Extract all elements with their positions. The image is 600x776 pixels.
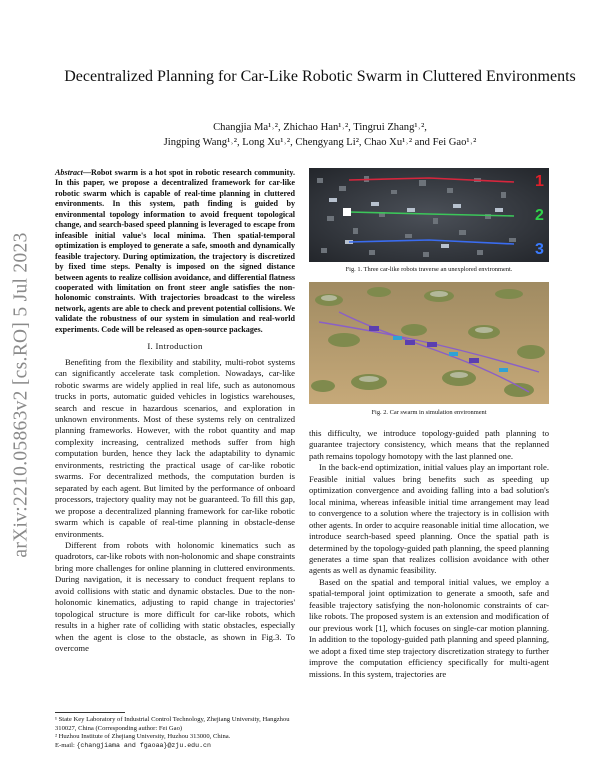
fig1-label-1: 1: [535, 173, 544, 190]
footnote-divider: [55, 712, 125, 713]
author-line-1: Changjia Ma¹˒², Zhichao Han¹˒², Tingrui Zhang¹˒²,: [213, 122, 427, 133]
arxiv-id: arXiv:2210.05863v2 [cs.RO] 5 Jul 2023: [11, 232, 32, 558]
footnote-email-line: [55, 742, 295, 751]
footnotes: [55, 712, 295, 750]
right-column: [309, 428, 549, 680]
abstract: [55, 168, 295, 335]
author-list: [60, 121, 580, 150]
footnote-affiliation-1: ¹ State Key Laboratory of Industrial Control Technology, Zhejiang University, Hangzhou 310027, China (Corresponding author: Fei Gao): [55, 716, 290, 732]
fig1-label-3: 3: [535, 241, 544, 258]
figure-2-caption: Fig. 2. Car swarm in simulation environment: [371, 409, 487, 416]
arxiv-stamp: [2, 225, 42, 565]
email-address: {changjiama and fgaoaa}@zju.edu.cn: [76, 741, 211, 749]
email-label: E-mail:: [55, 741, 77, 749]
left-column: [55, 168, 295, 654]
abstract-label: Abstract: [55, 168, 83, 177]
right-paragraph-1: this difficulty, we introduce topology-guided path planning to guarantee trajectory consistency, which means that the replanned path remains topology homotopy with the last planned one.: [309, 428, 549, 461]
section-heading: I. Introduction: [147, 341, 203, 352]
fig1-label-2: 2: [535, 207, 544, 224]
right-paragraph-2: In the back-end optimization, initial values play an important role. Feasible initial values bring benefits such as speeding up optimization convergence and avoiding falling into a bad solution's local minima, whereas infeasible initial time arrangement may lead to convergence to a solution where the trajectory is in collision with other agents. In order to acquire reasonable initial time allocation, we introduce search-based speed planning. Once the spatial path is determined by the topology-guided path planning, the speed planning generates a time span that realizes collision avoidance with other agents as well as dynamic feasibility.: [309, 462, 549, 576]
figure-1-image: [309, 168, 549, 262]
right-paragraph-3: Based on the spatial and temporal initial values, we employ a spatial-temporal joint optimization to generate a smooth, safe and feasible trajectory satisfying the non-holonomic constraints of car-like robots. The proposed system is an extension and modification of our previous work [1], which focuses on single-car motion planning. In addition to the topology-guided path planning and speed planning, we adopt a fixed time step trajectory discretization strategy to further improve the computation efficiency specifically for multi-agent missions. In this system, trajectories are: [309, 576, 549, 679]
intro-paragraph-1: Benefiting from the flexibility and stability, multi-robot systems can significantly accelerate task completion. Nowadays, car-like robotic swarms are widely applied in real life, such as autonomous trucks in ports, automatic guided vehicles in logistics warehouses, search and rescue in hazardous scenarios, and exploration in unknown environments. Most of these systems rely on centralized planning frameworks. However, with the robot quantity and map complexity increasing, centralized methods suffer from high computation burden, hence they lack the adaptability to dynamic environments, restricting the practical usage of car-like robotic swarms. For decentralized methods, the computation burden is separated by each agent. But limited by the performance of onboard processors, trajectory quality may not be guaranteed. To fill this gap, we propose a decentralized planning framework for car-like robotic swarm which is capable of real-time planning in obstacle-dense environments.: [55, 356, 295, 539]
figure-1-caption: Fig. 1. Three car-like robots traverse an unexplored environment.: [345, 266, 513, 273]
abstract-text: —Robot swarm is a hot spot in robotic research community. In this paper, we propose a decentralized framework for car-like robotic swarm which is capable of real-time planning in cluttered environments. In this system, path finding is guided by environmental topology information to avoid frequent topological change, and search-based speed planning is leveraged to escape from infeasible initial value's local minima. Then spatial-temporal optimization is employed to generate a safe, smooth and dynamically feasible trajectory. During optimization, the trajectory is discretized by fixed time steps. Penalty is imposed on the signed distance between agents to realize collision avoidance, and differential flatness cooperated with limitation on front steer angle satisfies the non-holonomic constraints. With trajectories broadcast to the wireless network, agents are able to check and prevent potential collisions. We validate the robustness of our system in simulation and real-world experiments. Code will be released as open-source packages.: [55, 168, 295, 334]
intro-paragraph-2: Different from robots with holonomic kinematics such as quadrotors, car-like robots with non-holonomic and shape constraints bring more challenges for online planning in cluttered environments. During navigation, it is necessary to conduct frequent replans to avoid collisions with static and dynamic obstacles. Due to the non-holonomic kinematics, adjusting to rapid change in trajectories' topological structure is more difficult for car-like robots, which results in a higher rate of colliding with static obstacles, especially when the agent is close to the obstacle, as shown in Fig.3. To overcome: [55, 539, 295, 654]
paper-title: Decentralized Planning for Car-Like Robotic Swarm in Cluttered Environments: [64, 68, 576, 85]
figure-2-image: [309, 282, 549, 404]
author-line-2: Jingping Wang¹˒², Long Xu¹˒², Chengyang Li², Chao Xu¹˒² and Fei Gao¹˒²: [163, 136, 477, 148]
footnote-affiliation-2: ² Huzhou Institute of Zhejiang University, Huzhou 313000, China.: [55, 733, 231, 741]
